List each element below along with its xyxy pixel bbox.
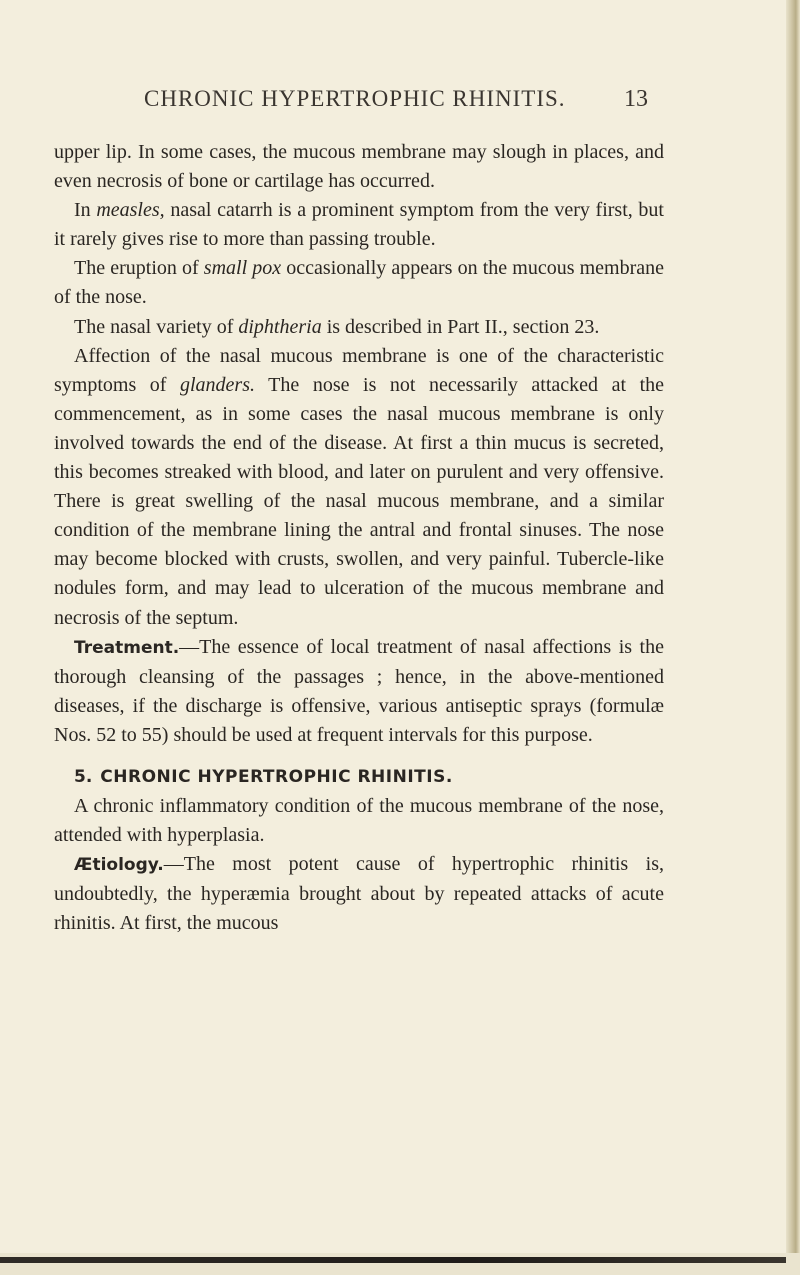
term-small-pox: small pox bbox=[203, 257, 282, 280]
page-bottom-shadow bbox=[0, 1257, 786, 1263]
body-text bbox=[54, 138, 664, 939]
page-number: 13 bbox=[624, 86, 648, 112]
paragraph-aetiology bbox=[54, 850, 664, 938]
paragraph: upper lip. In some cases, the mucous membrane may slough in places, and even necrosis of bone or cartilage has occurred. bbox=[54, 141, 664, 193]
section-title: CHRONIC HYPERTROPHIC RHINITIS. bbox=[100, 766, 453, 787]
paragraph-glanders bbox=[54, 342, 664, 633]
text-run: The eruption of bbox=[74, 257, 204, 280]
paragraph-small-pox bbox=[54, 254, 664, 312]
term-diphtheria: diphtheria bbox=[238, 315, 322, 338]
paragraph-definition: A chronic inflammatory condition of the mucous membrane of the nose, attended with hyperplasia. bbox=[54, 795, 664, 847]
section-heading bbox=[54, 762, 664, 792]
page-edge bbox=[786, 0, 800, 1275]
text-run: In bbox=[74, 199, 97, 222]
term-measles: measles, bbox=[96, 199, 165, 222]
text-run: The nasal variety of bbox=[74, 315, 239, 338]
page-header bbox=[0, 86, 800, 126]
text-run: —The essence of local treatment of nasal affections is the thorough cleansing of the passages ; hence, in the above-mentioned diseases, if the discharge is offensive, various antiseptic sprays (formulæ Nos. 52 to 55) should be used at frequent intervals for this purpose. bbox=[54, 635, 664, 746]
paragraph-measles bbox=[54, 196, 664, 254]
paragraph-treatment bbox=[54, 633, 664, 750]
text-run: nasal catarrh is a prominent symptom from the very first, but it rarely gives rise to more than passing trouble. bbox=[54, 199, 664, 251]
text-run: occasionally appears on the mucous membrane of the nose. bbox=[54, 257, 665, 309]
section-number: 5. bbox=[74, 766, 93, 787]
run-in-heading-aetiology: Ætiology. bbox=[74, 855, 164, 876]
paragraph-diphtheria bbox=[54, 313, 664, 342]
text-run: Affection of the nasal mucous membrane is one of the characteristic symptoms of bbox=[54, 344, 664, 396]
term-glanders: glanders. bbox=[180, 373, 255, 396]
text-run: is described in Part II., section 23. bbox=[321, 315, 600, 338]
text-run: The nose is not necessarily attacked at the commencement, as in some cases the nasal mucous membrane is only involved towards the end of the disease. At first a thin mucus is secreted, this becomes streaked with blood, and later on purulent and very offensive. There is great swelling of the nasal mucous membrane, and a similar condition of the membrane lining the antral and frontal sinuses. The nose may become blocked with crusts, swollen, and very painful. Tubercle-like nodules form, and may lead to ulceration of the mucous membrane and necrosis of the septum. bbox=[54, 373, 664, 629]
text-run: —The most potent cause of hypertrophic rhinitis is, undoubtedly, the hyperæmia brought about by repeated attacks of acute rhinitis. At first, the mucous bbox=[54, 853, 664, 935]
run-in-heading-treatment: Treatment. bbox=[74, 637, 180, 658]
running-head: CHRONIC HYPERTROPHIC RHINITIS. bbox=[144, 86, 566, 111]
